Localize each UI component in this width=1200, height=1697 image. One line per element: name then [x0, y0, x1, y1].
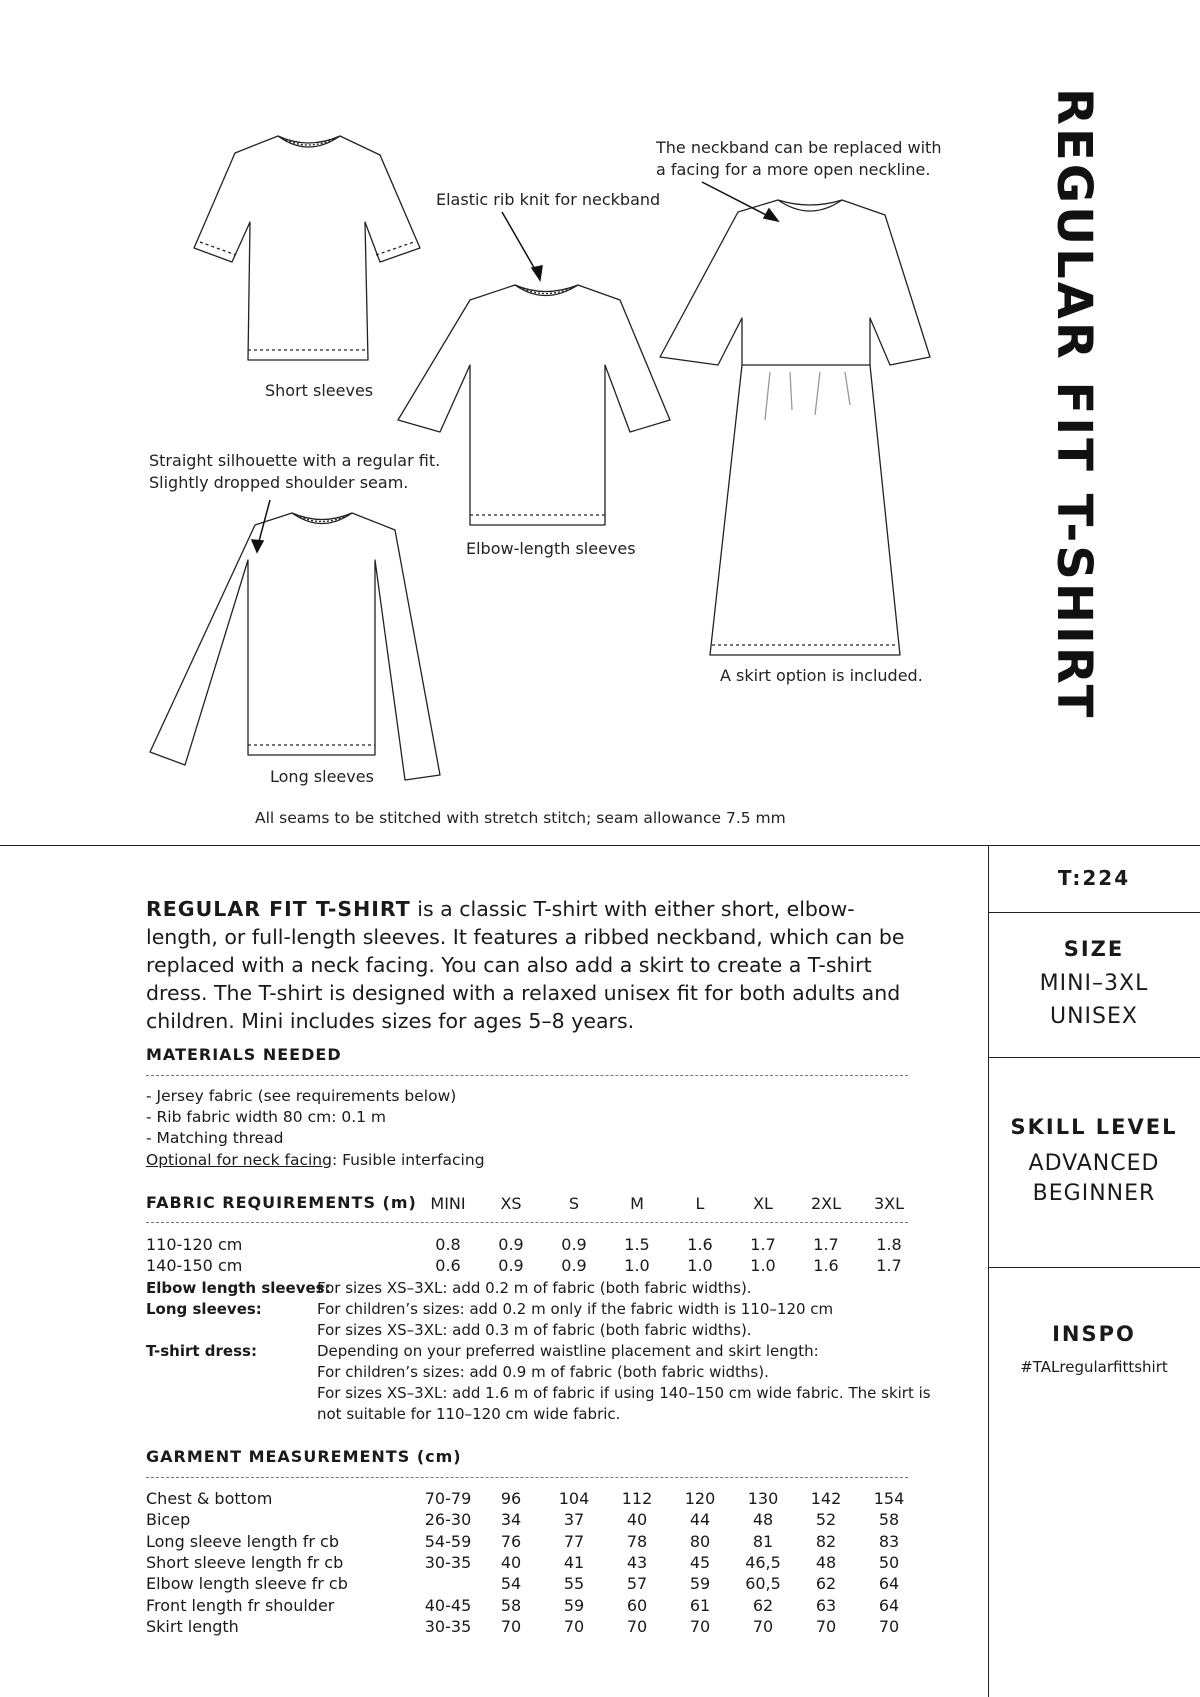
garment-row-label: Elbow length sleeve fr cb	[146, 1574, 348, 1594]
label-seams-note: All seams to be stitched with stretch stitch; seam allowance 7.5 mm	[255, 809, 786, 827]
garment-cell: 70	[878, 1616, 900, 1636]
fabric-cell: 1.7	[876, 1256, 902, 1275]
garment-cell: 81	[752, 1531, 774, 1551]
fabric-divider	[146, 1222, 908, 1223]
fabric-note-line: Depending on your preferred waistline placement and skirt length:	[317, 1342, 819, 1360]
materials-heading: MATERIALS NEEDED	[146, 1045, 342, 1064]
intro-text: is a classic T-shirt with either short, elbow-length, or full-length sleeves. It features a ribbed neckband, which can be replaced with a neck facing. You can also add a skirt to create a T-shirt dress. The T-shirt is designed with a relaxed unisex fit for both adults and children. Mini includes sizes for ages 5–8 years.	[146, 897, 905, 1033]
garment-cell: 78	[626, 1531, 648, 1551]
fabric-note-label: Elbow length sleeves:	[146, 1279, 331, 1297]
size-block	[988, 937, 1200, 1033]
garment-cell: 59	[689, 1574, 711, 1594]
garment-cell: 104	[558, 1489, 590, 1508]
fabric-size-7: 3XL	[873, 1194, 905, 1213]
fabric-cell: 1.7	[750, 1235, 776, 1254]
material-optional	[146, 1150, 485, 1171]
fabric-note-line: For children’s sizes: add 0.9 m of fabric (both fabric widths).	[317, 1363, 769, 1381]
garment-cell: 77	[563, 1531, 585, 1551]
fabric-heading: FABRIC REQUIREMENTS (m)	[146, 1193, 417, 1212]
garment-cell: 70	[563, 1616, 585, 1636]
materials-divider	[146, 1075, 908, 1076]
label-elbow-sleeves: Elbow-length sleeves	[466, 539, 636, 558]
fabric-cell: 1.0	[624, 1256, 650, 1275]
garment-cell: 142	[810, 1489, 842, 1508]
garment-row-label: Bicep	[146, 1510, 191, 1530]
label-neckband-note-1: The neckband can be replaced with	[656, 138, 942, 157]
skill-value-2: BEGINNER	[1032, 1181, 1156, 1206]
fabric-cell: 1.0	[750, 1256, 776, 1275]
fabric-row-label: 110-120 cm	[146, 1235, 243, 1254]
fabric-cell: 0.8	[435, 1235, 461, 1254]
garment-cell: 70	[815, 1616, 837, 1636]
garment-cell: 26-30	[424, 1510, 472, 1530]
elbow-sleeve-tee-drawing	[398, 285, 670, 525]
garment-cell: 64	[878, 1574, 900, 1594]
label-skirt-option: A skirt option is included.	[720, 666, 923, 685]
vertical-title	[1040, 88, 1100, 768]
label-long-sleeves: Long sleeves	[270, 767, 374, 786]
fabric-note-label: T-shirt dress:	[146, 1342, 257, 1360]
material-item-1: - Jersey fabric (see requirements below)	[146, 1087, 457, 1105]
garment-cell: 62	[752, 1595, 774, 1615]
fabric-cell: 1.6	[813, 1256, 839, 1275]
garment-cell: 83	[878, 1531, 900, 1551]
garment-cell: 44	[689, 1510, 711, 1530]
garment-cell: 43	[626, 1552, 648, 1572]
garment-cell: 70	[689, 1616, 711, 1636]
inspo-heading: INSPO	[1052, 1322, 1136, 1346]
garment-cell: 50	[878, 1552, 900, 1572]
intro-paragraph	[146, 895, 926, 1035]
fabric-row-label: 140-150 cm	[146, 1256, 243, 1275]
fabric-cell: 1.5	[624, 1235, 650, 1254]
fabric-note-line: not suitable for 110–120 cm wide fabric.	[317, 1405, 621, 1423]
fabric-cell: 0.9	[561, 1256, 587, 1275]
pattern-code	[988, 866, 1200, 890]
garment-cell: 40	[500, 1552, 522, 1572]
fabric-size-6: 2XL	[810, 1194, 842, 1213]
garment-cell: 62	[815, 1574, 837, 1594]
garment-cell: 45	[689, 1552, 711, 1572]
sidebar-divider-2	[988, 1057, 1200, 1058]
fabric-size-1: XS	[500, 1194, 522, 1213]
pattern-code-text: T:224	[1057, 866, 1131, 890]
garment-cell: 70	[626, 1616, 648, 1636]
sidebar-divider-3	[988, 1267, 1200, 1268]
garment-cell: 30-35	[424, 1552, 472, 1572]
fabric-note-line: For sizes XS–3XL: add 0.3 m of fabric (both fabric widths).	[317, 1321, 752, 1339]
fabric-size-5: XL	[753, 1194, 773, 1213]
garment-cell: 48	[752, 1510, 774, 1530]
sidebar-divider-1	[988, 912, 1200, 913]
fabric-note-line: For sizes XS–3XL: add 0.2 m of fabric (both fabric widths).	[317, 1279, 752, 1297]
garment-cell: 61	[689, 1595, 711, 1615]
intro-product-name: REGULAR FIT T-SHIRT	[146, 897, 411, 921]
fabric-cell: 1.6	[687, 1235, 713, 1254]
garment-cell: 40	[626, 1510, 648, 1530]
long-sleeve-tee-drawing	[150, 513, 440, 780]
garment-cell: 34	[500, 1510, 522, 1530]
garment-row-label: Front length fr shoulder	[146, 1595, 335, 1615]
garment-cell: 112	[621, 1489, 653, 1508]
garment-cell: 46,5	[745, 1552, 781, 1572]
garment-row-label: Chest & bottom	[146, 1489, 273, 1508]
garment-cell: 37	[563, 1510, 585, 1530]
fabric-note-line: For sizes XS–3XL: add 1.6 m of fabric if using 140–150 cm wide fabric. The skirt is	[317, 1384, 931, 1402]
divider-horizontal	[0, 845, 1200, 846]
label-elastic-rib: Elastic rib knit for neckband	[436, 190, 661, 209]
fabric-cell: 1.7	[813, 1235, 839, 1254]
garment-cell: 41	[563, 1552, 585, 1572]
tshirt-dress-drawing	[660, 200, 930, 655]
garment-cell: 55	[563, 1574, 585, 1594]
fabric-size-4: L	[695, 1194, 705, 1213]
fabric-size-0: MINI	[430, 1194, 466, 1213]
garment-cell: 59	[563, 1595, 585, 1615]
garment-cell: 40-45	[424, 1595, 472, 1615]
skill-value-1: ADVANCED	[1028, 1151, 1160, 1176]
garment-cell: 58	[500, 1595, 522, 1615]
garment-row-label: Long sleeve length fr cb	[146, 1531, 340, 1551]
material-optional-label: Optional for neck facing	[146, 1151, 332, 1169]
garment-row-label: Short sleeve length fr cb	[146, 1552, 344, 1572]
garment-cell: 130	[747, 1489, 779, 1508]
fabric-size-2: S	[568, 1194, 580, 1213]
inspo-hashtag: #TALregularfittshirt	[1020, 1358, 1168, 1376]
label-silhouette-2: Slightly dropped shoulder seam.	[149, 473, 409, 492]
garment-cell: 80	[689, 1531, 711, 1551]
fabric-cell: 1.0	[687, 1256, 713, 1275]
garment-heading: GARMENT MEASUREMENTS (cm)	[146, 1447, 462, 1466]
label-silhouette-1: Straight silhouette with a regular fit.	[149, 451, 441, 470]
garment-cell: 60	[626, 1595, 648, 1615]
garment-divider	[146, 1477, 908, 1478]
garment-cell: 63	[815, 1595, 837, 1615]
size-value-range: MINI–3XL	[1039, 971, 1149, 996]
garment-cell: 54	[500, 1574, 522, 1594]
fabric-note-line: For children’s sizes: add 0.2 m only if the fabric width is 110–120 cm	[317, 1300, 834, 1318]
vertical-title-text: REGULAR FIT T-SHIRT	[1046, 88, 1102, 721]
material-item-2: - Rib fabric width 80 cm: 0.1 m	[146, 1108, 387, 1126]
fabric-cell: 0.9	[498, 1256, 524, 1275]
skill-heading: SKILL LEVEL	[1010, 1115, 1178, 1139]
fabric-cell: 1.8	[876, 1235, 902, 1254]
garment-cell: 57	[626, 1574, 648, 1594]
garment-cell: 30-35	[424, 1616, 472, 1636]
fabric-cell: 0.9	[498, 1235, 524, 1254]
garment-cell: 70	[752, 1616, 774, 1636]
material-item-3: - Matching thread	[146, 1129, 284, 1147]
garment-cell: 96	[500, 1489, 522, 1508]
short-sleeve-tee-drawing	[194, 136, 420, 360]
garment-cell: 70	[500, 1616, 522, 1636]
garment-cell: 120	[684, 1489, 716, 1508]
garment-row-label: Skirt length	[146, 1616, 239, 1636]
garment-cell: 52	[815, 1510, 837, 1530]
fabric-cell: 0.9	[561, 1235, 587, 1254]
garment-cell: 58	[878, 1510, 900, 1530]
garment-cell: 82	[815, 1531, 837, 1551]
fabric-cell: 0.6	[435, 1256, 461, 1275]
label-short-sleeves: Short sleeves	[265, 381, 374, 400]
garment-cell: 76	[500, 1531, 522, 1551]
garment-cell: 54-59	[424, 1531, 472, 1551]
garment-cell: 154	[873, 1489, 905, 1508]
material-optional-value: : Fusible interfacing	[331, 1151, 485, 1169]
garment-cell: 64	[878, 1595, 900, 1615]
fabric-note-label: Long sleeves:	[146, 1300, 262, 1318]
skill-block	[988, 1115, 1200, 1209]
garment-cell: 48	[815, 1552, 837, 1572]
garment-cell: 60,5	[745, 1574, 781, 1594]
garment-cell: 70-79	[424, 1489, 472, 1508]
fabric-size-3: M	[630, 1194, 644, 1213]
label-neckband-note-2: a facing for a more open neckline.	[656, 160, 931, 179]
size-value-fit: UNISEX	[1050, 1004, 1138, 1029]
size-heading: SIZE	[1063, 937, 1125, 961]
inspo-block	[988, 1322, 1200, 1376]
